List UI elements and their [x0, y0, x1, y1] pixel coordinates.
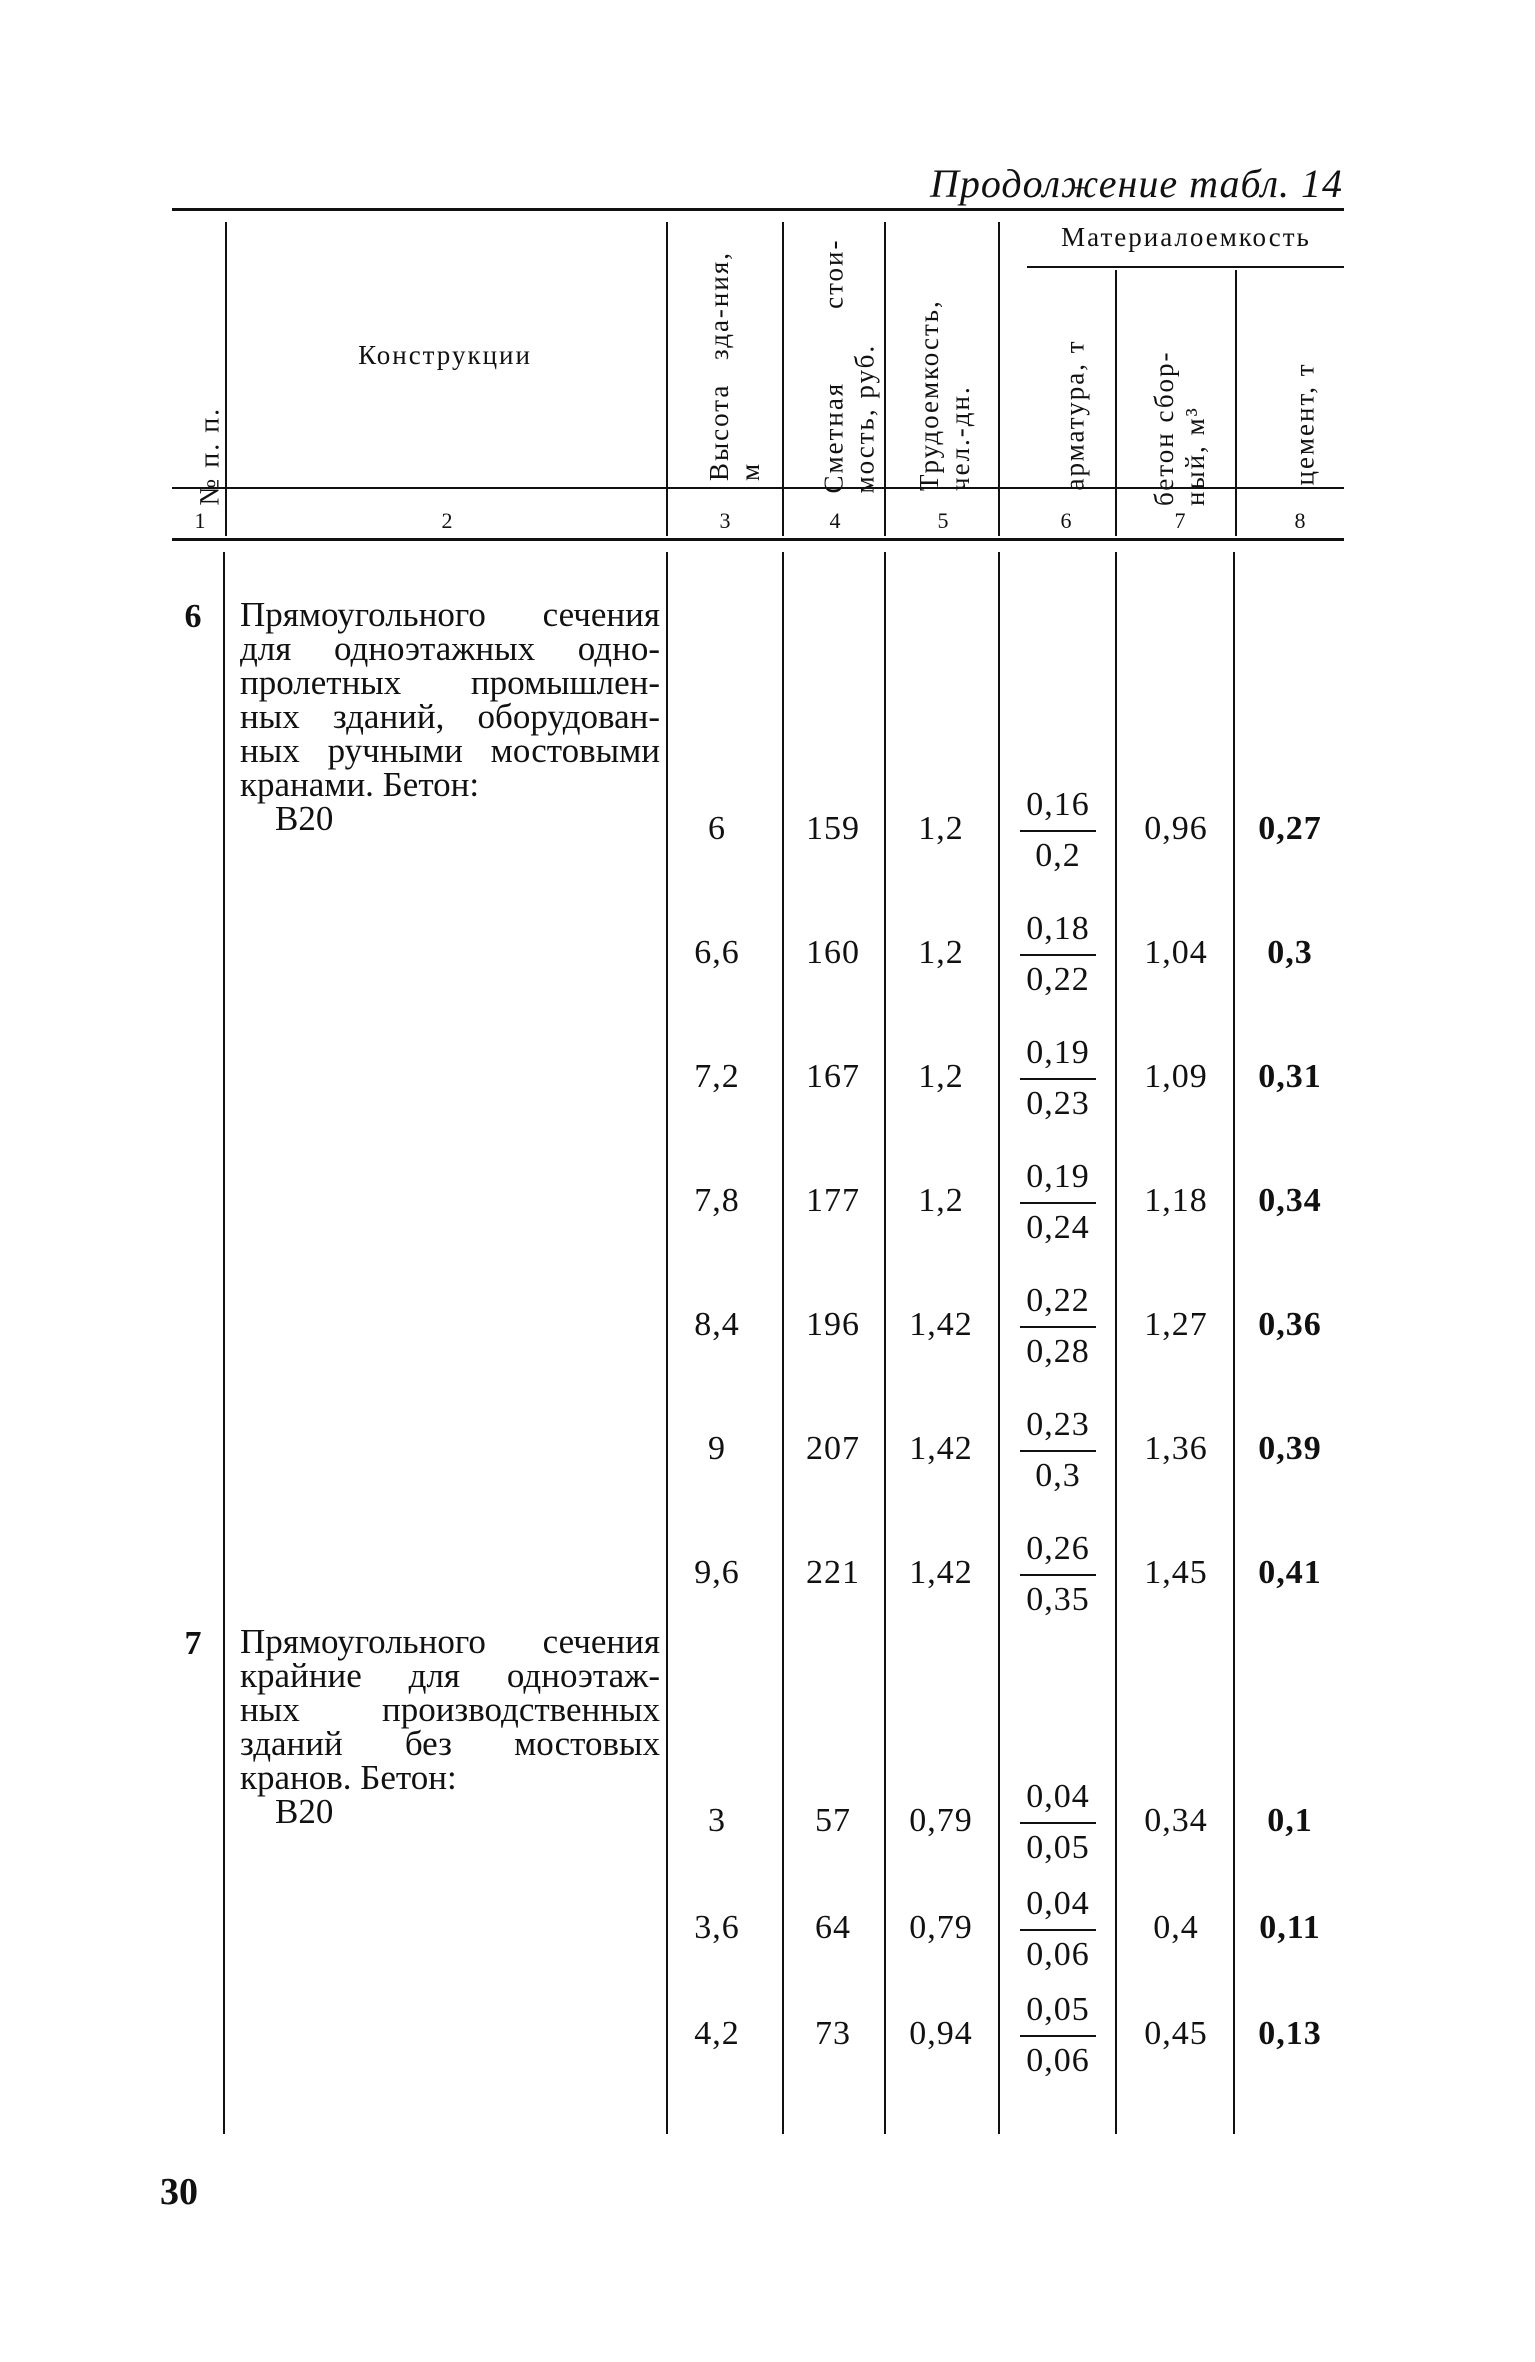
- cell-cost: 167: [806, 1058, 860, 1095]
- cell-height: 7,8: [694, 1182, 740, 1219]
- cell-height: 7,2: [694, 1058, 740, 1095]
- body-vline-1: [223, 552, 225, 2134]
- column-number: 5: [937, 508, 949, 533]
- numbers-bottom-rule: [172, 538, 1344, 541]
- rebar-denominator: 0,3: [1035, 1457, 1081, 1494]
- cell-concrete: 0,45: [1144, 2015, 1208, 2052]
- cell-height: 8,4: [694, 1306, 740, 1343]
- header-vline-6: [1115, 270, 1117, 536]
- cell-rebar-fraction: [1008, 782, 1108, 876]
- rebar-denominator: 0,28: [1026, 1333, 1090, 1370]
- cell-labor: 1,2: [918, 1182, 964, 1219]
- section-description-line: ных ручными мостовыми: [240, 731, 660, 770]
- fraction-bar: [1020, 1574, 1096, 1576]
- rebar-numerator: 0,26: [1026, 1530, 1090, 1567]
- cell-rebar-fraction: [1008, 1774, 1108, 1868]
- section-description-line: Прямоугольного сечения: [240, 1622, 660, 1661]
- cell-rebar-fraction: [1008, 1030, 1108, 1124]
- cell-cement: 0,34: [1258, 1182, 1322, 1219]
- cell-cement: 0,36: [1258, 1306, 1322, 1343]
- fraction-bar: [1020, 830, 1096, 832]
- header-concrete: бетон сбор-ный, м³: [1149, 350, 1210, 506]
- cell-height: 6,6: [694, 934, 740, 971]
- cell-concrete: 0,34: [1144, 1802, 1208, 1839]
- rebar-denominator: 0,22: [1026, 961, 1090, 998]
- cell-cost: 64: [815, 1909, 851, 1946]
- column-number: 2: [441, 508, 453, 533]
- rebar-numerator: 0,18: [1026, 910, 1090, 947]
- rebar-denominator: 0,05: [1026, 1829, 1090, 1866]
- header-vline-5: [998, 222, 1000, 536]
- column-number: 1: [194, 508, 206, 533]
- header-cement: цемент, т: [1289, 362, 1320, 486]
- column-number: 4: [829, 508, 841, 533]
- cell-rebar-fraction: [1008, 906, 1108, 1000]
- fraction-bar: [1020, 2035, 1096, 2037]
- section-description-line: ных зданий, оборудован-: [240, 697, 660, 736]
- cell-concrete: 0,96: [1144, 810, 1208, 847]
- cell-cost: 57: [815, 1802, 851, 1839]
- rebar-denominator: 0,2: [1035, 837, 1081, 874]
- rebar-denominator: 0,06: [1026, 1936, 1090, 1973]
- cell-rebar-fraction: [1008, 1278, 1108, 1372]
- cell-cement: 0,31: [1258, 1058, 1322, 1095]
- cell-concrete: 1,18: [1144, 1182, 1208, 1219]
- section-description-line: В20: [275, 799, 334, 838]
- cell-concrete: 1,27: [1144, 1306, 1208, 1343]
- top-rule: [172, 208, 1344, 211]
- header-vline-4: [884, 222, 886, 536]
- cell-labor: 1,42: [909, 1306, 973, 1343]
- cell-cost: 221: [806, 1554, 860, 1591]
- cell-cement: 0,1: [1267, 1802, 1313, 1839]
- header-vline-2: [666, 222, 668, 536]
- cell-rebar-fraction: [1008, 1881, 1108, 1975]
- cell-labor: 1,42: [909, 1430, 973, 1467]
- cell-cost: 207: [806, 1430, 860, 1467]
- cell-labor: 1,2: [918, 934, 964, 971]
- column-number: 7: [1174, 508, 1186, 533]
- cell-height: 9,6: [694, 1554, 740, 1591]
- cell-height: 4,2: [694, 2015, 740, 2052]
- section-description-line: В20: [275, 1792, 334, 1831]
- section-number: 7: [184, 1625, 202, 1662]
- cell-cement: 0,11: [1259, 1909, 1321, 1946]
- fraction-bar: [1020, 1822, 1096, 1824]
- rebar-numerator: 0,04: [1026, 1885, 1090, 1922]
- column-number: 8: [1294, 508, 1306, 533]
- column-number: 3: [719, 508, 731, 533]
- header-constructions: Конструкции: [358, 340, 532, 370]
- section-description-line: зданий без мостовых: [240, 1724, 660, 1763]
- cell-concrete: 1,45: [1144, 1554, 1208, 1591]
- rebar-denominator: 0,35: [1026, 1581, 1090, 1618]
- cell-rebar-fraction: [1008, 1526, 1108, 1620]
- header-row-number: № п. п.: [194, 406, 226, 506]
- cell-rebar-fraction: [1008, 1154, 1108, 1248]
- cell-height: 9: [708, 1430, 726, 1467]
- fraction-bar: [1020, 1202, 1096, 1204]
- group-rule: [1027, 266, 1344, 268]
- cell-cost: 196: [806, 1306, 860, 1343]
- header-vline-3: [782, 222, 784, 536]
- cell-height: 3: [708, 1802, 726, 1839]
- section-description-line: ных производственных: [240, 1690, 660, 1729]
- cell-concrete: 1,09: [1144, 1058, 1208, 1095]
- section-description-line: крайние для одноэтаж-: [240, 1656, 660, 1695]
- section-description-line: кранов. Бетон:: [240, 1758, 457, 1797]
- cell-labor: 0,94: [909, 2015, 973, 2052]
- cell-concrete: 1,36: [1144, 1430, 1208, 1467]
- rebar-numerator: 0,19: [1026, 1034, 1090, 1071]
- cell-labor: 1,42: [909, 1554, 973, 1591]
- rebar-denominator: 0,23: [1026, 1085, 1090, 1122]
- cell-concrete: 0,4: [1153, 1909, 1199, 1946]
- rebar-numerator: 0,23: [1026, 1406, 1090, 1443]
- cell-cost: 177: [806, 1182, 860, 1219]
- cell-height: 3,6: [694, 1909, 740, 1946]
- cell-cost: 73: [815, 2015, 851, 2052]
- fraction-bar: [1020, 1450, 1096, 1452]
- cell-rebar-fraction: [1008, 1402, 1108, 1496]
- cell-labor: 1,2: [918, 1058, 964, 1095]
- header-labor: Трудоемкость, чел.-дн.: [914, 299, 975, 491]
- fraction-bar: [1020, 954, 1096, 956]
- rebar-denominator: 0,06: [1026, 2042, 1090, 2079]
- header-vline-7: [1235, 270, 1237, 536]
- fraction-bar: [1020, 1078, 1096, 1080]
- rebar-denominator: 0,24: [1026, 1209, 1090, 1246]
- fraction-bar: [1020, 1929, 1096, 1931]
- table-caption: Продолжение табл. 14: [930, 161, 1344, 206]
- rebar-numerator: 0,05: [1026, 1991, 1090, 2028]
- section-description-line: для одноэтажных одно-: [240, 629, 660, 668]
- rebar-numerator: 0,19: [1026, 1158, 1090, 1195]
- cell-cost: 159: [806, 810, 860, 847]
- cell-height: 6: [708, 810, 726, 847]
- cell-cement: 0,27: [1258, 810, 1322, 847]
- header-height: Высота зда-ния, м: [704, 251, 765, 481]
- section-description-line: кранами. Бетон:: [240, 765, 480, 804]
- cell-labor: 0,79: [909, 1802, 973, 1839]
- section-number: 6: [184, 598, 202, 635]
- section-description-line: Прямоугольного сечения: [240, 595, 660, 634]
- header-cost: Сметная стои-мость, руб.: [818, 238, 880, 494]
- column-number: 6: [1060, 508, 1072, 533]
- cell-concrete: 1,04: [1144, 934, 1208, 971]
- header-rebar: арматура, т: [1059, 339, 1090, 491]
- rebar-numerator: 0,22: [1026, 1282, 1090, 1319]
- cell-cost: 160: [806, 934, 860, 971]
- cell-cement: 0,39: [1258, 1430, 1322, 1467]
- cell-labor: 0,79: [909, 1909, 973, 1946]
- cell-cement: 0,13: [1258, 2015, 1322, 2052]
- section-description-line: пролетных промышлен-: [240, 663, 660, 702]
- rebar-numerator: 0,16: [1026, 786, 1090, 823]
- header-material-group: Материалоемкость: [1061, 222, 1311, 252]
- cell-cement: 0,3: [1267, 934, 1313, 971]
- cell-cement: 0,41: [1258, 1554, 1322, 1591]
- cell-rebar-fraction: [1008, 1987, 1108, 2081]
- fraction-bar: [1020, 1326, 1096, 1328]
- cell-labor: 1,2: [918, 810, 964, 847]
- page-number: 30: [160, 2171, 198, 2213]
- rebar-numerator: 0,04: [1026, 1778, 1090, 1815]
